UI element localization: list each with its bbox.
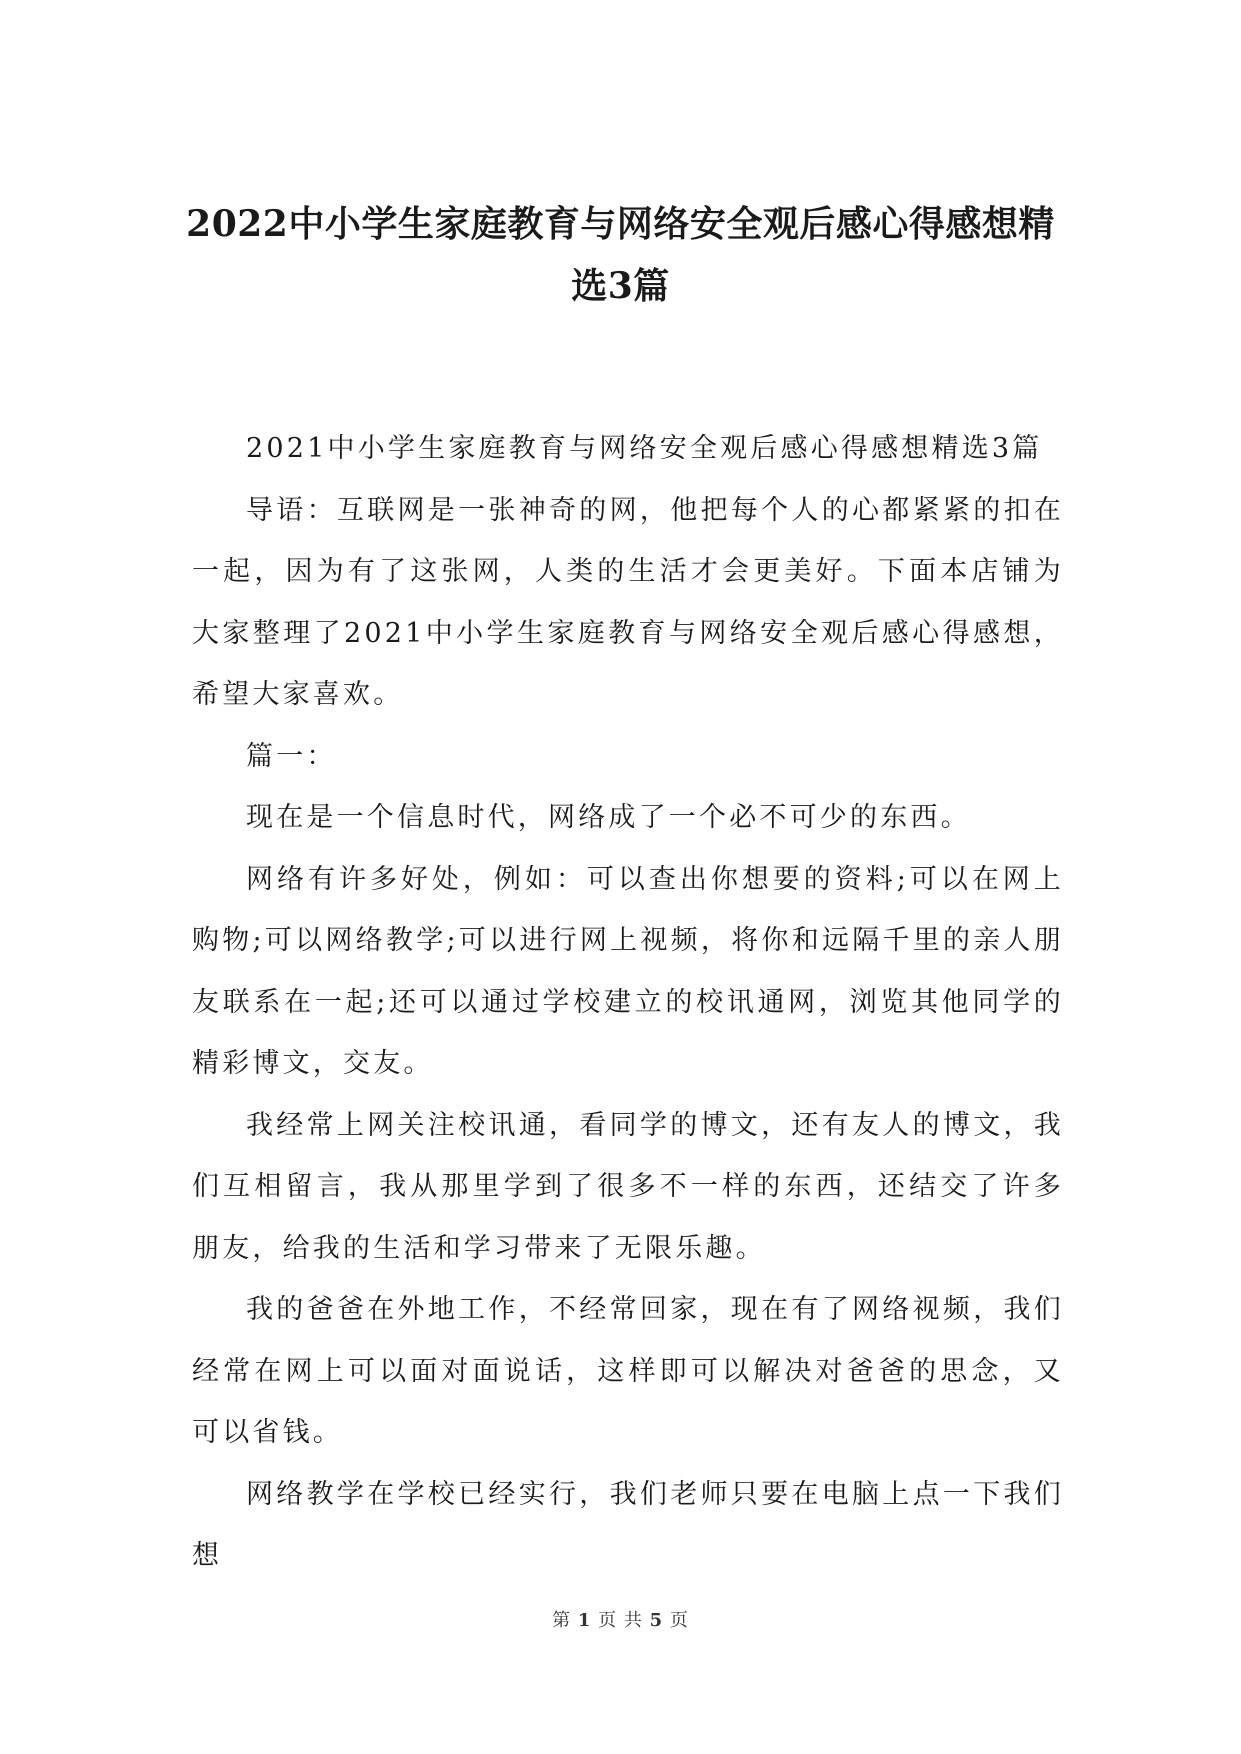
footer-prefix: 第	[552, 1610, 572, 1631]
footer-suffix: 页	[669, 1610, 689, 1631]
footer-current-page: 1	[577, 1610, 592, 1631]
paragraph-subtitle: 2021中小学生家庭教育与网络安全观后感心得感想精选3篇	[246, 433, 1043, 464]
paragraph-section-heading: 篇一：	[246, 740, 337, 772]
document-title: 2022中小学生家庭教育与网络安全观后感心得感想精选3篇	[186, 203, 1055, 307]
paragraph: 我的爸爸在外地工作，不经常回家，现在有了网络视频，我们经常在网上可以面对面说话，这样即可以解决对爸爸的思念，又可以省钱。	[192, 1294, 1064, 1448]
paragraph: 我经常上网关注校讯通，看同学的博文，还有友人的博文，我们互相留言，我从那里学到了很多不一样的东西，还结交了许多朋友，给我的生活和学习带来了无限乐趣。	[192, 1109, 1064, 1264]
footer-middle: 页 共	[598, 1610, 643, 1631]
document-body	[192, 418, 1064, 1587]
page-footer	[0, 1606, 1241, 1632]
paragraph: 现在是一个信息时代，网络成了一个必不可少的东西。	[246, 802, 971, 833]
paragraph: 网络教学在学校已经实行，我们老师只要在电脑上点一下我们想	[192, 1478, 1064, 1571]
paragraph: 网络有许多好处，例如：可以查出你想要的资料;可以在网上购物;可以网络教学;可以进行网上视频，将你和远隔千里的亲人朋友联系在一起;还可以通过学校建立的校讯通网，浏览其他同学的精彩博文，交友。	[192, 863, 1064, 1079]
footer-total-pages: 5	[649, 1610, 664, 1631]
paragraph-intro: 导语：互联网是一张神奇的网，他把每个人的心都紧紧的扣在一起，因为有了这张网，人类的生活才会更美好。下面本店铺为大家整理了2021中小学生家庭教育与网络安全观后感心得感想，希望大家喜欢。	[192, 494, 1064, 710]
